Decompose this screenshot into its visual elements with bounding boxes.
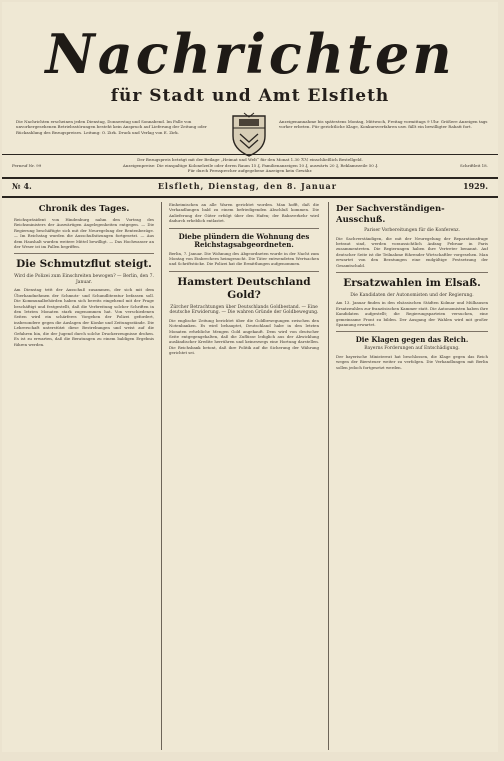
masthead	[2, 2, 498, 135]
article-headline: Die Schmutzflut steigt.	[16, 258, 152, 271]
column-3	[336, 202, 488, 750]
newspaper-page	[2, 2, 498, 752]
phone-ad-disclaimer: Für durch Fernsprecher aufgegebene Anzeigen kein Gewähr.	[187, 168, 313, 173]
dateline	[12, 179, 488, 193]
article-headline: Ersatzwahlen im Elsaß.	[343, 276, 481, 289]
column-1	[14, 202, 154, 750]
advertising-notice: Anzeigenannahme bis spätestens Montag, Mittwoch, Freitag vormittags 9 Uhr. Größere Anzeigen tags vorher erbeten. Für gerichtliche Klage, Konkursverfahren usw. fällt ein bewilligter Rabatt fort.	[279, 119, 488, 130]
price-info-bar	[12, 157, 488, 174]
article-headline: Diebe plündern die Wohnung des Reichstagsabgeordneten.	[178, 231, 310, 249]
article-headline: Hamstert Deutschland Gold?	[177, 275, 311, 301]
article-subheadline: Wird die Polizei zum Einschreiten bewogen? — Berlin, den 7. Januar.	[14, 274, 154, 285]
newspaper-subtitle: für Stadt und Amt Elsfleth	[110, 86, 390, 106]
column-2	[169, 202, 319, 750]
ad-prices: Anzeigenpreise: Die einspaltige Kolonelzeile oder deren Raum 15 ₰, Familienanzeigen 10 ₰, auswärts 20 ₰, Reklamezeile 50 ₰.	[122, 162, 379, 168]
article-body: Der bayerische Ministerrat hat beschlossen, die Klage gegen das Reich wegen der Biersteuer weiter zu verfolgen. Die Verhandlungen mit Berlin sollen jedoch fortgesetzt werden.	[336, 353, 488, 370]
issue-number: № 4.	[12, 181, 32, 191]
article-body: Die englische Zeitung berichtet über die Goldbewegungen zwischen den Notenbanken. Es wird behauptet, Deutschland habe in den letzten Monaten erhebliche Mengen Gold angekauft. Dem wird von deutscher Seite entgegengehalten, daß die Zuflüsse lediglich aus der Abwicklung ausländischer Kredite herrühren und keineswegs eine Hortung darstellen. Die Reichsbank betont, daß ihre Politik auf die Sicherung der Währung gerichtet sei.	[169, 317, 319, 356]
editorial-closing: Schriftleit 18.	[459, 162, 488, 168]
coat-of-arms-icon	[230, 112, 268, 158]
article-subheadline: Pariser Vorbereitungen für die Konferenz.	[364, 228, 460, 233]
article-body: Die Sachverständigen, die mit der Neuregelung der Reparationsfrage betraut sind, werden voraussichtlich Anfang Februar in Paris zusammentreten. Die Regierungen haben ihre Vertreter benannt. Auf deutscher Seite ist die Teilnahme führender Wirtschaftler vorgesehen. Man erwartet von den Beratungen eine endgültige Festsetzung der Gesamtschuld.	[336, 235, 488, 268]
article-subheadline: Zürcher Betrachtungen über Deutschlands Goldbestand. — Eine deutsche Erwiderung. — Die wahren Gründe der Goldbewegung.	[169, 304, 319, 316]
article-subheadline: Bayerns Forderungen auf Entschädigung.	[364, 346, 460, 352]
article-headline: Die Klagen gegen das Reich.	[355, 335, 469, 345]
article-body: Reichspräsident von Hindenburg nahm den Vortrag des Reichsministers der Auswärtigen Angelegenheiten entgegen. — Die Regierung beschäftigte sich mit der Neuregelung der Rentenbezüge. — Im Reichstag wurden die Ausschußsitzungen fortgesetzt. — Aus dem Haushalt wurden weitere Mittel bewilligt. — Das Hochwasser an der Weser ist im Fallen begriffen.	[14, 217, 154, 250]
year: 1929.	[462, 181, 488, 191]
subscription-price: Der Bezugspreis beträgt mit der Beilage „Heimat und Welt“ für den Monat 1.30 ℛℳ einschließlich Bestellgeld.	[137, 157, 363, 162]
article-subheadline: Die Kandidaten der Autonomisten und der Regierung.	[350, 292, 474, 298]
article-headline: Chronik des Tages.	[38, 204, 130, 214]
newspaper-title: Nachrichten	[45, 22, 455, 86]
article-body: Am Dienstag tritt der Ausschuß zusammen, der sich mit dem Überhandnehmen der Schmutz- und Schundliteratur befassen soll. Die Kommunalbehörden haben sich bereits eingehend mit der Frage beschäftigt und festgestellt, daß die Verbreitung solcher Schriften in den letzten Monaten stark zugenommen hat. Von verschiedenen Seiten wird ein schärferes Vorgehen der Polizei gefordert, insbesondere gegen die Auslagen der Kioske und Zeitungsstände. Die Lehrerschaft unterstützt diese Bestrebungen und weist auf die Gefahren hin, die der Jugend durch solche Druckerzeugnisse drohen. Es ist zu erwarten, daß die Beratungen zu einem baldigen Ergebnis führen werden.	[14, 287, 154, 347]
article-body: Am 13. Januar finden in den elsässischen Städten Kolmar und Mülhausen Ersatzwahlen zur französischen Kammer statt. Die Autonomisten haben ihre Kandidaten aufgestellt; die Regierungsparteien versuchen, eine gemeinsame Front zu bilden. Der Ausgang der Wahlen wird mit großer Spannung erwartet.	[336, 300, 488, 328]
article-headline: Der Sachverständigen-Ausschuß.	[336, 204, 445, 225]
article-body: Einheimischen an alle Waren gerichtet worden. Man hofft, daß die Verhandlungen bald zu einem befriedigenden Abschluß kommen. Die Anlieferung der Güter erfolgt über den Hafen; der Bahnverkehr wird dadurch erheblich entlastet.	[169, 202, 319, 224]
publication-notice: Die Nachrichten erscheinen jeden Dienstag, Donnerstag und Sonnabend. Im Falle von unvorhergesehenen Betriebsstörungen besteht kein Anspruch auf Lieferung der Zeitung oder Rückzahlung des Bezugspreises. Leitung: O. Zirk. Druck und Verlag von E. Zirk.	[16, 119, 207, 135]
phone-number: Fernruf Nr. 99	[12, 162, 42, 168]
article-columns	[14, 202, 488, 750]
article-body: Berlin, 7. Januar. Die Wohnung des Abgeordneten wurde in der Nacht zum Montag von Einbrechern heimgesucht. Die Täter entwendeten Wertsachen und Schriftstücke. Die Polizei hat die Ermittlungen aufgenommen.	[169, 250, 319, 267]
place-and-date: Elsfleth, Dienstag, den 8. Januar	[157, 181, 337, 191]
